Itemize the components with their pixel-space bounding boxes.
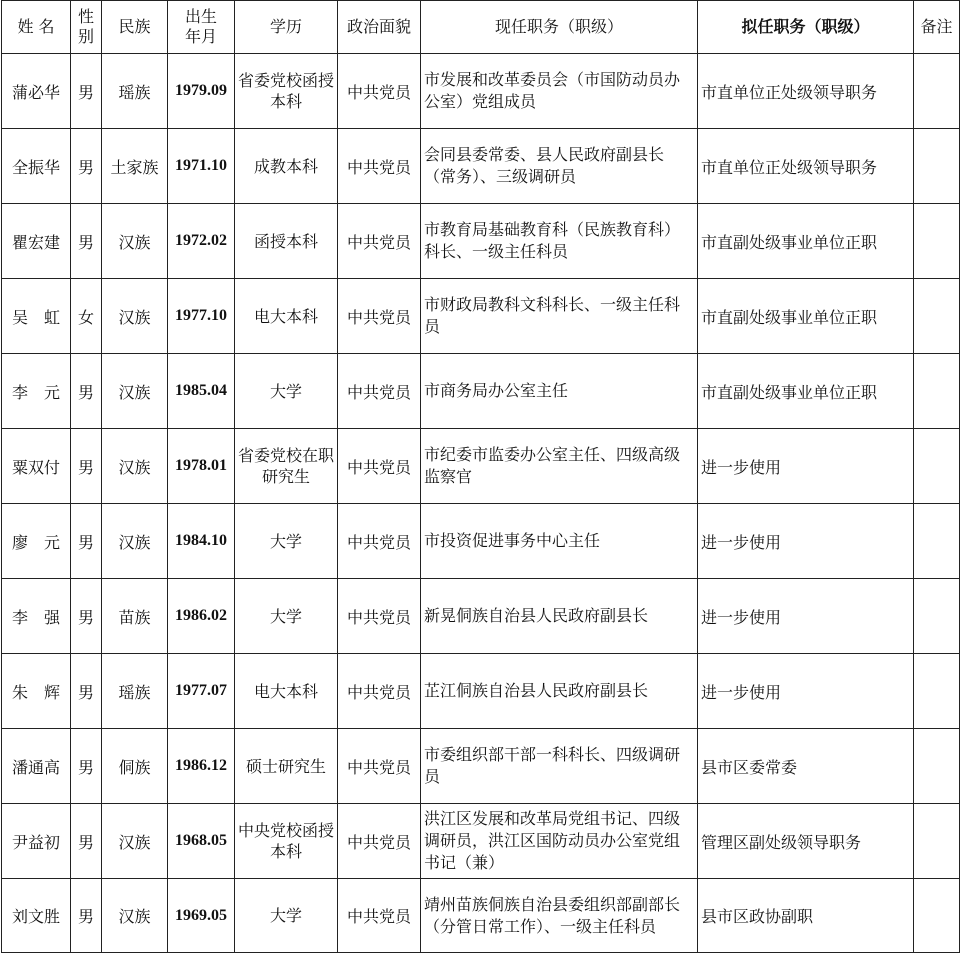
cell-education: 大学 (235, 579, 338, 654)
header-education: 学历 (235, 1, 338, 54)
cell-party: 中共党员 (338, 354, 421, 429)
cell-sex: 男 (71, 54, 102, 129)
cell-name: 尹益初 (2, 804, 71, 879)
cell-party: 中共党员 (338, 879, 421, 953)
roster-body (2, 54, 960, 953)
cell-party: 中共党员 (338, 204, 421, 279)
cell-party: 中共党员 (338, 504, 421, 579)
cell-ethnicity: 汉族 (102, 504, 168, 579)
cell-current-post: 市教育局基础教育科（民族教育科）科长、一级主任科员 (421, 204, 698, 279)
cell-proposed-post: 管理区副处级领导职务 (698, 804, 914, 879)
cell-sex: 男 (71, 804, 102, 879)
cell-name: 吴 虹 (2, 279, 71, 354)
table-row (2, 654, 960, 729)
cell-party: 中共党员 (338, 129, 421, 204)
cell-proposed-post: 市直副处级事业单位正职 (698, 204, 914, 279)
cell-remarks (914, 504, 960, 579)
cell-name: 潘通高 (2, 729, 71, 804)
cell-proposed-post: 市直单位正处级领导职务 (698, 129, 914, 204)
cell-education: 电大本科 (235, 654, 338, 729)
cell-current-post: 市财政局教科文科科长、一级主任科员 (421, 279, 698, 354)
cell-sex: 男 (71, 879, 102, 953)
cell-proposed-post: 市直副处级事业单位正职 (698, 279, 914, 354)
cell-ethnicity: 侗族 (102, 729, 168, 804)
cell-education: 大学 (235, 879, 338, 953)
cell-education: 省委党校函授本科 (235, 54, 338, 129)
cell-birth: 1986.12 (168, 729, 235, 804)
cell-sex: 男 (71, 579, 102, 654)
table-row (2, 804, 960, 879)
cell-birth: 1977.07 (168, 654, 235, 729)
table-row (2, 729, 960, 804)
cell-ethnicity: 汉族 (102, 204, 168, 279)
cell-party: 中共党员 (338, 804, 421, 879)
header-sex: 性别 (71, 1, 102, 54)
cell-birth: 1971.10 (168, 129, 235, 204)
cell-education: 中央党校函授本科 (235, 804, 338, 879)
table-row (2, 129, 960, 204)
cell-ethnicity: 汉族 (102, 279, 168, 354)
cell-remarks (914, 129, 960, 204)
cell-remarks (914, 804, 960, 879)
cell-current-post: 会同县委常委、县人民政府副县长（常务）、三级调研员 (421, 129, 698, 204)
cell-proposed-post: 市直单位正处级领导职务 (698, 54, 914, 129)
cell-birth: 1986.02 (168, 579, 235, 654)
cell-sex: 男 (71, 654, 102, 729)
cell-ethnicity: 苗族 (102, 579, 168, 654)
cell-remarks (914, 279, 960, 354)
cell-education: 成教本科 (235, 129, 338, 204)
header-proposed-post: 拟任职务（职级） (698, 1, 914, 54)
cell-name: 李 强 (2, 579, 71, 654)
header-remarks: 备注 (914, 1, 960, 54)
cell-current-post: 靖州苗族侗族自治县委组织部副部长（分管日常工作）、一级主任科员 (421, 879, 698, 953)
cell-proposed-post: 市直副处级事业单位正职 (698, 354, 914, 429)
cell-current-post: 新晃侗族自治县人民政府副县长 (421, 579, 698, 654)
cell-sex: 男 (71, 204, 102, 279)
cell-proposed-post: 进一步使用 (698, 504, 914, 579)
cell-education: 电大本科 (235, 279, 338, 354)
cell-remarks (914, 879, 960, 953)
cell-name: 瞿宏建 (2, 204, 71, 279)
cell-education: 省委党校在职研究生 (235, 429, 338, 504)
cell-name: 李 元 (2, 354, 71, 429)
cell-ethnicity: 汉族 (102, 804, 168, 879)
table-row (2, 354, 960, 429)
cell-party: 中共党员 (338, 429, 421, 504)
cell-remarks (914, 729, 960, 804)
cell-proposed-post: 进一步使用 (698, 579, 914, 654)
cell-current-post: 市发展和改革委员会（市国防动员办公室）党组成员 (421, 54, 698, 129)
cadre-roster-table (1, 0, 960, 953)
cell-birth: 1985.04 (168, 354, 235, 429)
cell-ethnicity: 土家族 (102, 129, 168, 204)
header-party: 政治面貌 (338, 1, 421, 54)
cell-name: 蒲必华 (2, 54, 71, 129)
cell-sex: 男 (71, 129, 102, 204)
cell-education: 大学 (235, 504, 338, 579)
cell-education: 函授本科 (235, 204, 338, 279)
cell-ethnicity: 瑶族 (102, 654, 168, 729)
header-ethnicity: 民族 (102, 1, 168, 54)
cell-proposed-post: 县市区政协副职 (698, 879, 914, 953)
cell-sex: 男 (71, 354, 102, 429)
cell-name: 粟双付 (2, 429, 71, 504)
cell-party: 中共党员 (338, 279, 421, 354)
cell-sex: 男 (71, 504, 102, 579)
cell-proposed-post: 进一步使用 (698, 429, 914, 504)
cell-ethnicity: 汉族 (102, 879, 168, 953)
cell-name: 全振华 (2, 129, 71, 204)
cell-birth: 1968.05 (168, 804, 235, 879)
cell-current-post: 市委组织部干部一科科长、四级调研员 (421, 729, 698, 804)
cell-name: 廖 元 (2, 504, 71, 579)
cell-ethnicity: 瑶族 (102, 54, 168, 129)
cell-party: 中共党员 (338, 54, 421, 129)
header-current-post: 现任职务（职级） (421, 1, 698, 54)
table-row (2, 54, 960, 129)
cell-birth: 1979.09 (168, 54, 235, 129)
cell-birth: 1972.02 (168, 204, 235, 279)
cell-remarks (914, 204, 960, 279)
cell-party: 中共党员 (338, 579, 421, 654)
header-birth: 出生年月 (168, 1, 235, 54)
cell-current-post: 洪江区发展和改革局党组书记、四级调研员，洪江区国防动员办公室党组书记（兼） (421, 804, 698, 879)
cell-birth: 1984.10 (168, 504, 235, 579)
cell-remarks (914, 654, 960, 729)
cell-ethnicity: 汉族 (102, 354, 168, 429)
table-row (2, 504, 960, 579)
cell-remarks (914, 354, 960, 429)
cell-proposed-post: 县市区委常委 (698, 729, 914, 804)
cell-proposed-post: 进一步使用 (698, 654, 914, 729)
cell-party: 中共党员 (338, 654, 421, 729)
cell-remarks (914, 429, 960, 504)
cell-sex: 男 (71, 729, 102, 804)
cell-remarks (914, 54, 960, 129)
cell-sex: 男 (71, 429, 102, 504)
cell-current-post: 芷江侗族自治县人民政府副县长 (421, 654, 698, 729)
table-row (2, 879, 960, 953)
cell-sex: 女 (71, 279, 102, 354)
cell-remarks (914, 579, 960, 654)
table-row (2, 204, 960, 279)
table-row (2, 579, 960, 654)
cell-education: 大学 (235, 354, 338, 429)
header-row (2, 1, 960, 54)
header-name: 姓 名 (2, 1, 71, 54)
cell-education: 硕士研究生 (235, 729, 338, 804)
table-row (2, 279, 960, 354)
cell-birth: 1977.10 (168, 279, 235, 354)
cell-name: 朱 辉 (2, 654, 71, 729)
cell-birth: 1978.01 (168, 429, 235, 504)
cell-current-post: 市纪委市监委办公室主任、四级高级监察官 (421, 429, 698, 504)
cell-birth: 1969.05 (168, 879, 235, 953)
cell-current-post: 市投资促进事务中心主任 (421, 504, 698, 579)
cell-current-post: 市商务局办公室主任 (421, 354, 698, 429)
table-row (2, 429, 960, 504)
cell-name: 刘文胜 (2, 879, 71, 953)
cell-party: 中共党员 (338, 729, 421, 804)
cell-ethnicity: 汉族 (102, 429, 168, 504)
